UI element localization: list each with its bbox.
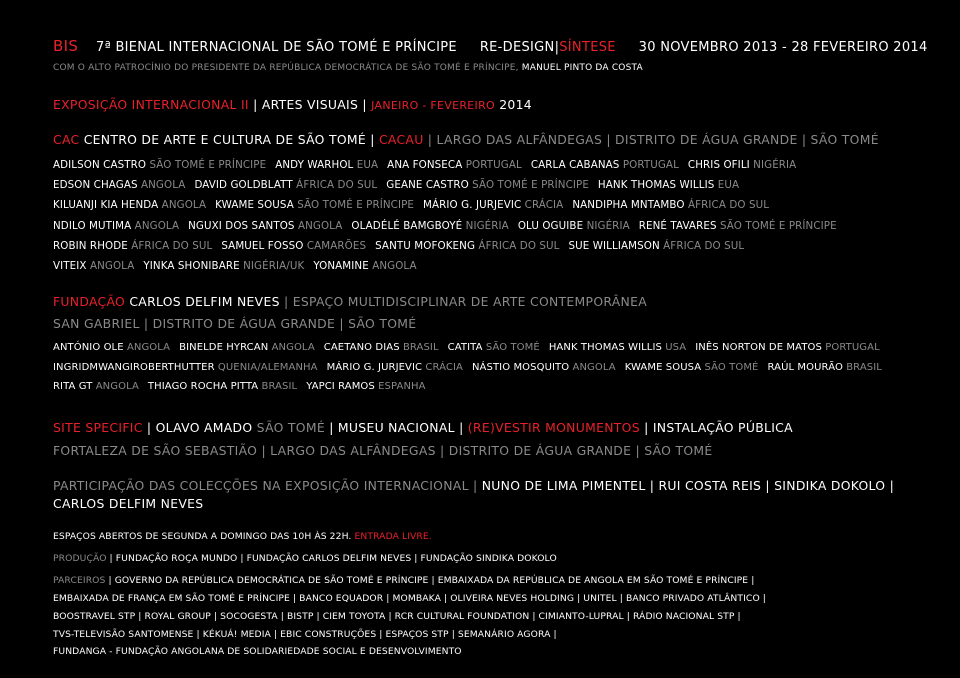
artist-name: VITEIX	[53, 260, 87, 272]
artist-country: ANGOLA	[271, 342, 315, 353]
artist-country: PORTUGAL	[622, 159, 679, 171]
fundacao-title	[53, 294, 647, 309]
artist-country: CRÁCIA	[524, 199, 564, 212]
artist-country: NIGÉRIA	[465, 219, 509, 232]
site-country: SÃO TOMÉ	[252, 420, 325, 435]
artist-row	[53, 179, 739, 191]
artist-country: ÁFRICA DO SUL	[687, 199, 770, 212]
collections-label: PARTICIPAÇÃO DAS COLECÇÕES NA EXPOSIÇÃO INTERNACIONAL	[53, 478, 469, 493]
artist-country: ÁFRICA DO SUL	[296, 179, 378, 192]
president-name: MANUEL PINTO DA COSTA	[521, 63, 643, 73]
artist-name: ROBIN RHODE	[53, 239, 128, 252]
artist-name: OLADÉLÉ BAMGBOYÉ	[351, 219, 463, 232]
artist-country: SÃO TOMÉ E PRÍNCIPE	[149, 159, 267, 171]
artist-country: ANGOLA	[89, 260, 135, 272]
artist-row	[53, 220, 837, 232]
artist-country: NIGÉRIA	[753, 159, 797, 171]
fundacao-name: CARLOS DELFIM NEVES	[125, 294, 280, 309]
production-text: | FUNDAÇÃO ROÇA MUNDO | FUNDAÇÃO CARLOS DELFIM NEVES | FUNDAÇÃO SINDIKA DOKOLO	[106, 553, 557, 564]
artist-country: NIGÉRIA/UK	[243, 260, 305, 272]
artist-row	[53, 199, 769, 211]
separator: |	[358, 97, 372, 112]
artist-country: EUA	[356, 159, 379, 171]
artist-name: MÁRIO G. JURJEVIC	[326, 361, 423, 373]
artist-name: CAETANO DIAS	[323, 342, 400, 353]
artist-country: QUENIA/ALEMANHA	[217, 361, 318, 373]
partners-line-4: TVS-TELEVISÃO SANTOMENSE | KÉKUÁ! MEDIA | EBIC CONSTRUÇÕES | ESPAÇOS STP | SEMANÁRIO AGORA |	[53, 629, 557, 640]
free-entry: ENTRADA LIVRE.	[354, 531, 432, 542]
artist-country: ANGOLA	[161, 199, 207, 212]
artist-name: MÁRIO G. JURJEVIC	[423, 199, 522, 212]
site-specific-title	[53, 420, 793, 435]
fundacao-location: SAN GABRIEL | DISTRITO DE ÁGUA GRANDE | SÃO TOMÉ	[53, 316, 417, 331]
artist-name: CARLA CABANAS	[530, 159, 620, 171]
artist-name: ANTÓNIO OLE	[53, 342, 124, 353]
artist-country: BRASIL	[261, 381, 298, 392]
artist-country: SÃO TOMÉ	[704, 361, 759, 373]
site-location: FORTALEZA DE SÃO SEBASTIÃO | LARGO DAS ALFÂNDEGAS | DISTRITO DE ÁGUA GRANDE | SÃO TOMÉ	[53, 443, 713, 458]
artist-name: BINELDE HYRCAN	[179, 342, 269, 353]
artist-name: INÊS NORTON DE MATOS	[695, 342, 822, 353]
artist-country: PORTUGAL	[465, 159, 522, 171]
artist-row	[53, 342, 880, 353]
separator: |	[366, 132, 379, 147]
artist-country: PORTUGAL	[825, 342, 880, 353]
hours-text: ESPAÇOS ABERTOS DE SEGUNDA A DOMINGO DAS 10H ÀS 22H.	[53, 531, 352, 542]
cac-cacau: CACAU	[378, 132, 424, 147]
collections-names: NUNO DE LIMA PIMENTEL | RUI COSTA REIS | SINDIKA DOKOLO |	[481, 478, 895, 493]
hours-line	[53, 531, 432, 542]
production-label: PRODUÇÃO	[53, 553, 107, 564]
artist-name: RAÚL MOURÃO	[767, 361, 843, 373]
site-museum: MUSEU NACIONAL	[337, 420, 455, 435]
separator: |	[142, 420, 156, 435]
expo-name: EXPOSIÇÃO INTERNACIONAL II	[53, 97, 249, 112]
artist-country: ANGOLA	[372, 260, 417, 272]
artist-name: NANDIPHA MNTAMBO	[572, 199, 685, 212]
artist-country: CAMARÕES	[306, 239, 367, 252]
site-label: SITE SPECIFIC	[53, 420, 143, 435]
artist-name: GEANE CASTRO	[386, 179, 469, 192]
expo-period: JANEIRO - FEVEREIRO	[371, 99, 495, 112]
cac-location: | LARGO DAS ALFÂNDEGAS | DISTRITO DE ÁGUA GRANDE | SÃO TOMÉ	[423, 132, 879, 147]
site-project: (RE)VESTIR MONUMENTOS	[467, 420, 640, 435]
artist-name: OLU OGUIBE	[517, 219, 584, 232]
partners-line-1: PARCEIROS | GOVERNO DA REPÚBLICA DEMOCRÁTICA DE SÃO TOMÉ E PRÍNCIPE | EMBAIXADA DA REPÚBLICA DE ANGOLA EM SÃO TOMÉ E PRÍNCIPE |	[53, 575, 755, 586]
artist-country: ANGOLA	[140, 179, 186, 192]
artist-row	[53, 159, 796, 171]
artist-country: ÁFRICA DO SUL	[131, 239, 213, 252]
artist-name: CATITA	[447, 342, 483, 353]
artist-name: SUE WILLIAMSON	[568, 239, 660, 252]
collections-line-2: CARLOS DELFIM NEVES	[53, 496, 204, 511]
production-line	[53, 553, 557, 564]
dates: 30 NOVEMBRO 2013 - 28 FEVEREIRO 2014	[638, 40, 928, 55]
bis-logo: BIS	[53, 37, 79, 55]
artist-name: NDILO MUTIMA	[53, 219, 132, 232]
artist-name: YINKA SHONIBARE	[143, 260, 240, 272]
cac-name: CENTRO DE ARTE E CULTURA DE SÃO TOMÉ	[79, 132, 366, 147]
artist-country: ANGOLA	[134, 219, 180, 232]
artist-name: NGUXI DOS SANTOS	[188, 219, 295, 232]
separator: |	[639, 420, 653, 435]
partners-label: PARCEIROS	[53, 575, 106, 586]
artist-country: NIGÉRIA	[586, 219, 630, 232]
site-install: INSTALAÇÃO PÚBLICA	[652, 420, 793, 435]
artist-country: SÃO TOMÉ E PRÍNCIPE	[719, 219, 837, 232]
artist-country: ESPANHA	[378, 381, 426, 392]
artist-name: ANDY WARHOL	[275, 159, 354, 171]
artist-country: BRASIL	[846, 361, 882, 373]
separator: |	[554, 40, 560, 55]
artist-country: SÃO TOMÉ E PRÍNCIPE	[297, 199, 415, 212]
artist-country: ANGOLA	[95, 381, 139, 392]
artist-name: YAPCI RAMOS	[306, 381, 375, 392]
patronage-text: COM O ALTO PATROCÍNIO DO PRESIDENTE DA REPÚBLICA DEMOCRÁTICA DE SÃO TOMÉ E PRÍNCIPE,	[53, 63, 519, 73]
biennial-title: 7ª BIENAL INTERNACIONAL DE SÃO TOMÉ E PRÍNCIPE	[96, 40, 457, 55]
artist-name: KWAME SOUSA	[215, 199, 294, 212]
partners-line-3: BOOSTRAVEL STP | ROYAL GROUP | SOCOGESTA | BISTP | CIEM TOYOTA | RCR CULTURAL FOUNDATION | CIMIANTO-LUPRAL | RÁDIO NACIONAL STP |	[53, 611, 741, 622]
artist-row	[53, 260, 417, 272]
partners-line-2: EMBAIXADA DE FRANÇA EM SÃO TOMÉ E PRÍNCIPE | BANCO EQUADOR | MOMBAKA | OLIVEIRA NEVES HOLDING | UNITEL | BANCO PRIVADO ATLÂNTICO |	[53, 593, 766, 604]
artist-country: SÃO TOMÉ	[485, 342, 540, 353]
expo-title	[53, 97, 532, 112]
artist-name: DAVID GOLDBLATT	[194, 179, 293, 192]
artist-name: EDSON CHAGAS	[53, 179, 138, 192]
artist-name: YONAMINE	[313, 260, 369, 272]
artist-row	[53, 381, 426, 392]
partners-line-5: FUNDANGA - FUNDAÇÃO ANGOLANA DE SOLIDARIEDADE SOCIAL E DESENVOLVIMENTO	[53, 646, 462, 657]
artist-country: SÃO TOMÉ E PRÍNCIPE	[472, 179, 589, 192]
sintese-label: SÍNTESE	[559, 40, 616, 55]
separator: |	[468, 478, 482, 493]
cac-abbr: CAC	[53, 132, 80, 147]
artist-name: ADILSON CASTRO	[53, 159, 147, 171]
artist-name: NÁSTIO MOSQUITO	[471, 361, 570, 373]
artist-country: USA	[665, 342, 687, 353]
separator: |	[324, 420, 338, 435]
artist-name: THIAGO ROCHA PITTA	[147, 381, 259, 392]
cac-title	[53, 132, 879, 147]
artist-name: INGRIDMWANGIROBERTHUTTER	[53, 361, 215, 373]
artist-country: ANGOLA	[572, 361, 616, 373]
artist-name: RITA GT	[53, 381, 93, 392]
artist-country: ANGOLA	[126, 342, 171, 353]
patronage-line	[53, 63, 643, 73]
artist-name: KILUANJI KIA HENDA	[53, 199, 159, 212]
artist-name: KWAME SOUSA	[624, 361, 702, 373]
artist-name: HANK THOMAS WILLIS	[548, 342, 662, 353]
expo-arts: ARTES VISUAIS	[261, 97, 359, 112]
artist-row	[53, 240, 744, 252]
header-line	[53, 37, 928, 55]
separator: |	[454, 420, 468, 435]
artist-country: EUA	[717, 179, 740, 192]
fundacao-desc: | ESPAÇO MULTIDISCIPLINAR DE ARTE CONTEMPORÂNEA	[279, 294, 648, 309]
artist-country: BRASIL	[402, 342, 439, 353]
artist-country: ÁFRICA DO SUL	[663, 239, 745, 252]
artist-name: CHRIS OFILI	[687, 159, 750, 171]
artist-name: SANTU MOFOKENG	[375, 239, 476, 252]
artist-name: RENÉ TAVARES	[638, 219, 717, 232]
site-artist: OLAVO AMADO	[155, 420, 253, 435]
artist-country: ANGOLA	[297, 219, 343, 232]
artist-name: ANA FONSECA	[387, 159, 463, 171]
collections-line-1	[53, 478, 894, 493]
fundacao-label: FUNDAÇÃO	[53, 294, 126, 309]
artist-name: HANK THOMAS WILLIS	[597, 179, 715, 192]
redesign-label: RE-DESIGN	[479, 40, 555, 55]
artist-country: ÁFRICA DO SUL	[478, 239, 560, 252]
expo-year: 2014	[495, 97, 532, 112]
artist-row	[53, 362, 882, 373]
artist-country: CRÁCIA	[425, 361, 463, 373]
artist-name: SAMUEL FOSSO	[221, 239, 304, 252]
separator: |	[248, 97, 262, 112]
